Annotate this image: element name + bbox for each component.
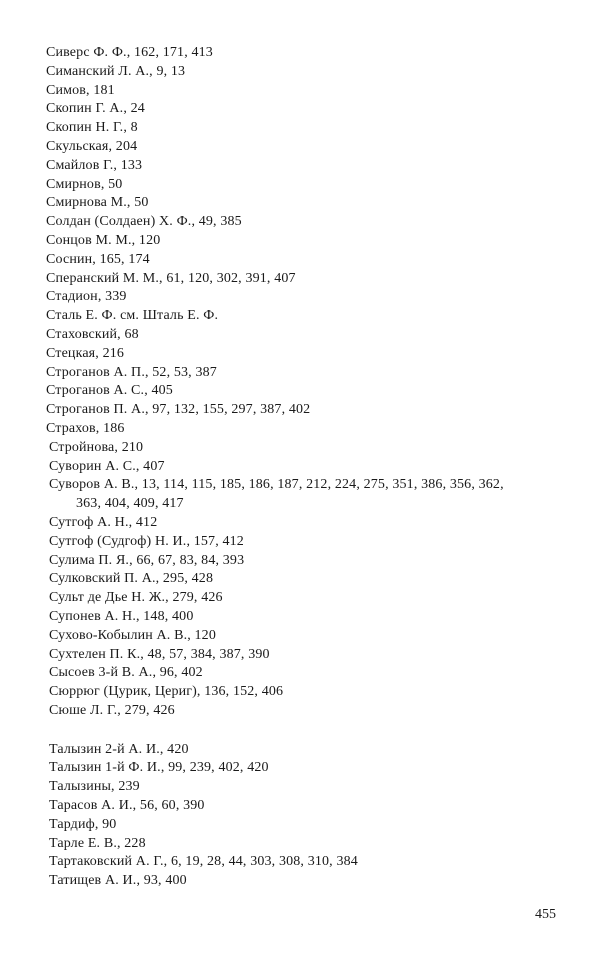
index-entry: Тарасов А. И., 56, 60, 390 — [49, 798, 205, 814]
index-entry: Стадион, 339 — [46, 289, 127, 305]
index-entry: Строганов П. А., 97, 132, 155, 297, 387, 402 — [46, 402, 311, 418]
index-entry: Строганов А. С., 405 — [46, 383, 173, 399]
index-entry-continuation: 363, 404, 409, 417 — [76, 496, 184, 512]
index-entry: Смирнов, 50 — [46, 176, 123, 192]
index-entry: Сухово-Кобылин А. В., 120 — [49, 627, 216, 643]
index-entry: Смайлов Г., 133 — [46, 157, 143, 173]
index-entry: Сюррюг (Цурик, Цериг), 136, 152, 406 — [49, 684, 284, 700]
index-entry: Талызины, 239 — [49, 779, 140, 795]
page-number: 455 — [535, 907, 556, 922]
index-entry: Строганов А. П., 52, 53, 387 — [46, 364, 217, 380]
index-entry: Сталь Е. Ф. см. Шталь Е. Ф. — [46, 308, 219, 324]
index-entry: Стаховский, 68 — [46, 326, 139, 342]
index-entry: Талызин 2-й А. И., 420 — [49, 741, 189, 757]
index-entry: Татищев А. И., 93, 400 — [49, 873, 187, 889]
index-entry: Сиверс Ф. Ф., 162, 171, 413 — [46, 45, 213, 60]
index-entry: Сутгоф (Судгоф) Н. И., 157, 412 — [49, 533, 244, 549]
index-entry: Сонцов М. М., 120 — [46, 232, 161, 248]
index-entry: Суворов А. В., 13, 114, 115, 185, 186, 187, 212, 224, 275, 351, 386, 356, 362, — [49, 477, 504, 493]
index-entry: Симанский Л. А., 9, 13 — [46, 63, 186, 79]
index-entry: Солдан (Солдаен) Х. Ф., 49, 385 — [46, 214, 242, 230]
index-entry: Сулима П. Я., 66, 67, 83, 84, 393 — [49, 552, 245, 568]
index-entry: Сутгоф А. Н., 412 — [49, 514, 158, 530]
index-entry: Суворин А. С., 407 — [49, 458, 165, 474]
index-entry: Сухтелен П. К., 48, 57, 384, 387, 390 — [49, 646, 270, 662]
index-entry: Талызин 1-й Ф. И., 99, 239, 402, 420 — [49, 760, 269, 776]
index-entry: Сульт де Дье Н. Ж., 279, 426 — [49, 590, 223, 606]
index-entry: Тартаковский А. Г., 6, 19, 28, 44, 303, 308, 310, 384 — [49, 854, 358, 870]
index-entry: Симов, 181 — [46, 82, 115, 98]
index-entry: Сысоев 3-й В. А., 96, 402 — [49, 665, 203, 681]
index-entry: Скопин Н. Г., 8 — [46, 120, 138, 136]
index-entry: Стецкая, 216 — [46, 345, 125, 361]
index-entry: Скульская, 204 — [46, 138, 138, 154]
name-index — [46, 44, 566, 891]
index-entry: Страхов, 186 — [46, 420, 125, 436]
index-entry: Сперанский М. М., 61, 120, 302, 391, 407 — [46, 270, 296, 286]
index-entry: Скопин Г. А., 24 — [46, 101, 145, 117]
index-entry: Соснин, 165, 174 — [46, 251, 150, 267]
index-entry: Супонев А. Н., 148, 400 — [49, 608, 194, 624]
index-entry: Смирнова М., 50 — [46, 195, 149, 211]
index-entry: Стройнова, 210 — [49, 439, 144, 455]
index-entry: Сулковский П. А., 295, 428 — [49, 571, 214, 587]
index-entry: Тарле Е. В., 228 — [49, 835, 146, 851]
index-entry: Тардиф, 90 — [49, 816, 117, 832]
letter-section-gap — [46, 721, 566, 741]
index-entry: Сюше Л. Г., 279, 426 — [49, 702, 175, 718]
